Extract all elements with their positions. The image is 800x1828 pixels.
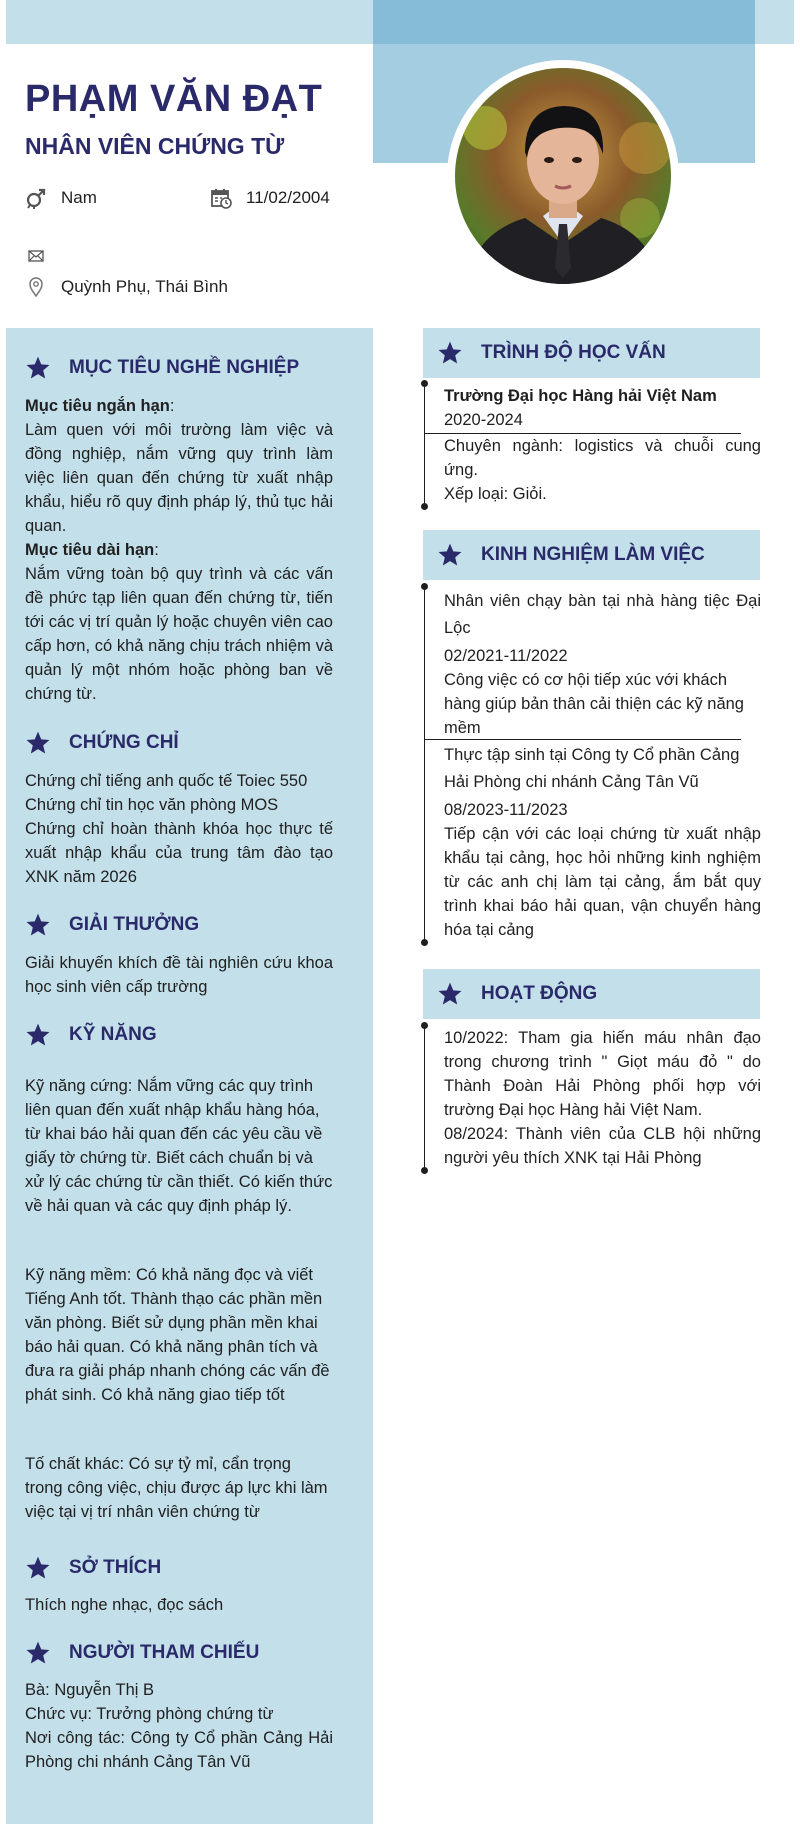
star-icon	[25, 1022, 51, 1048]
gender-icon	[25, 187, 47, 209]
experience-desc: Công việc có cơ hội tiếp xúc với khách hàng giúp bản thân cải thiện các kỹ năng mềm	[444, 671, 744, 737]
objective-body: Mục tiêu ngắn hạn: Làm quen với môi trường làm việc và đồng nghiệp, nắm vững quy trình làm việc liên quan đến chứng từ xuất nhập khẩu, hiểu rõ quy định pháp lý, thủ tục hải quan. Mục tiêu dài hạn: Nắm vững toàn bộ quy trình và các vấn đề phức tạp liên quan đến chứng từ, tiến tới các vị trí quản lý hoặc chuyên viên cao cấp hơn, có khả năng chịu trách nhiệm và quản lý một nhóm hoặc phòng ban về chứng từ.	[25, 394, 333, 706]
certificate-item: Chứng chỉ tin học văn phòng MOS	[25, 796, 279, 814]
references-title: NGƯỜI THAM CHIẾU	[69, 1642, 260, 1663]
activities-header	[423, 969, 760, 1019]
job-title: NHÂN VIÊN CHỨNG TỪ	[25, 133, 285, 159]
long-term-text: Nắm vững toàn bộ quy trình và các vấn đề phức tạp liên quan đến chứng từ, tiến tới các vị trí quản lý hoặc chuyên viên cao cấp hơn, có khả năng chịu trách nhiệm và quản lý một nhóm hoặc phòng ban về chứng từ.	[25, 565, 333, 703]
experience-item	[444, 588, 761, 740]
star-icon	[437, 542, 463, 568]
skills-title: KỸ NĂNG	[69, 1024, 157, 1045]
gender-value: Nam	[61, 188, 97, 207]
experience-item	[444, 742, 761, 942]
calendar-icon	[210, 187, 232, 209]
timeline-line	[424, 586, 425, 943]
experience-header	[423, 530, 760, 580]
experience-period: 08/2023-11/2023	[444, 801, 568, 819]
certificates-title: CHỨNG CHỈ	[69, 732, 179, 753]
objective-header	[25, 355, 299, 381]
certificate-item: Chứng chỉ hoàn thành khóa học thực tế xuất nhập khẩu của trung tâm đào tạo XNK năm 2026	[25, 820, 333, 886]
birthday-row	[210, 187, 330, 209]
address-value: Quỳnh Phụ, Thái Bình	[61, 277, 228, 296]
experience-desc: Tiếp cận với các loại chứng từ xuất nhập khẩu tại cảng, học hỏi những kinh nghiệm từ các anh chị làm tại cảng, ắm bắt quy trình khai báo hải quan, vận chuyển hàng hóa tại cảng	[444, 825, 761, 939]
hard-skills: Kỹ năng cứng: Nắm vững các quy trình liên quan đến xuất nhập khẩu hàng hóa, từ khai báo hải quan đến các yêu cầu về giấy tờ chứng từ. Biết cách chuẩn bị và xử lý các chứng từ cần thiết. Có kiến thức về hải quan và các quy định pháp lý.	[25, 1077, 333, 1215]
references-header	[25, 1640, 259, 1666]
star-icon	[25, 355, 51, 381]
timeline-dot	[421, 380, 428, 387]
star-icon	[25, 912, 51, 938]
star-icon	[25, 1640, 51, 1666]
long-term-label: Mục tiêu dài hạn	[25, 541, 155, 559]
photo-backdrop-top	[373, 0, 755, 44]
certificate-item: Chứng chỉ tiếng anh quốc tế Toiec 550	[25, 772, 308, 790]
objective-title: MỤC TIÊU NGHỀ NGHIỆP	[69, 357, 300, 378]
reference-line: Chức vụ: Trưởng phòng chứng từ	[25, 1705, 274, 1723]
skills-header	[25, 1022, 157, 1048]
activity-item: 10/2022: Tham gia hiến máu nhân đạo trong chương trình " Giọt máu đỏ " do Thành Đoàn Hải Phòng phối hợp với trường Đại học Hàng hải Việt Nam.	[444, 1029, 761, 1119]
activity-item: 08/2024: Thành viên của CLB hội những người yêu thích XNK tại Hải Phòng	[444, 1125, 761, 1167]
awards-header	[25, 912, 199, 938]
certificates-list	[25, 769, 333, 889]
map-pin-icon	[25, 276, 47, 298]
timeline-dot	[421, 939, 428, 946]
experience-role: Nhân viên chạy bàn tại nhà hàng tiệc Đại Lộc	[444, 592, 761, 637]
activities-title: HOẠT ĐỘNG	[481, 983, 598, 1004]
address-row	[25, 276, 228, 298]
awards-title: GIẢI THƯỞNG	[69, 914, 200, 935]
education-rank: Xếp loại: Giỏi.	[444, 485, 547, 503]
awards-text: Giải khuyến khích đề tài nghiên cứu khoa học sinh viên cấp trường	[25, 954, 333, 996]
short-term-text: Làm quen với môi trường làm việc và đồng nghiệp, nắm vững quy trình làm việc liên quan đến chứng từ xuất nhập khẩu, hiểu rõ quy định pháp lý, thủ tục hải quan.	[25, 421, 333, 535]
education-body	[444, 384, 761, 506]
experience-role: Thực tập sinh tại Công ty Cổ phần Cảng Hải Phòng chi nhánh Cảng Tân Vũ	[444, 746, 740, 791]
education-header	[423, 328, 760, 378]
activities-list	[444, 1026, 761, 1170]
experience-period: 02/2021-11/2022	[444, 647, 568, 665]
timeline-line	[424, 383, 425, 507]
references-list	[25, 1678, 333, 1774]
star-icon	[25, 730, 51, 756]
timeline-dot	[421, 1022, 428, 1029]
other-qualities: Tố chất khác: Có sự tỷ mỉ, cẩn trọng trong công việc, chịu được áp lực khi làm việc tại vị trí nhân viên chứng từ	[25, 1455, 328, 1521]
hobbies-text: Thích nghe nhạc, đọc sách	[25, 1596, 224, 1614]
school-name: Trường Đại học Hàng hải Việt Nam	[444, 387, 717, 405]
envelope-icon	[25, 245, 47, 267]
star-icon	[25, 1555, 51, 1581]
gender-row	[25, 187, 97, 209]
hobbies-title: SỞ THÍCH	[69, 1557, 162, 1578]
birthday-value: 11/02/2004	[246, 188, 330, 207]
reference-line: Nơi công tác: Công ty Cổ phần Cảng Hải Phòng chi nhánh Cảng Tân Vũ	[25, 1729, 333, 1771]
candidate-name: PHẠM VĂN ĐẠT	[25, 78, 323, 120]
star-icon	[437, 981, 463, 1007]
hobbies-header	[25, 1555, 161, 1581]
certificates-header	[25, 730, 179, 756]
education-title: TRÌNH ĐỘ HỌC VẤN	[481, 342, 666, 363]
soft-skills: Kỹ năng mềm: Có khả năng đọc và viết Tiếng Anh tốt. Thành thạo các phần mền văn phòng. Biết sử dụng phần mền khai báo hải quan. Có khả năng phân tích và đưa ra giải pháp nhanh chóng các vấn đề phát sinh. Có khả năng giao tiếp tốt	[25, 1266, 330, 1404]
reference-line: Bà: Nguyễn Thị B	[25, 1681, 155, 1699]
timeline-line	[424, 1025, 425, 1171]
star-icon	[437, 340, 463, 366]
timeline-dot	[421, 1167, 428, 1174]
education-major: Chuyên ngành: logistics và chuỗi cung ứng.	[444, 437, 761, 479]
timeline-dot	[421, 503, 428, 510]
education-period: 2020-2024	[444, 411, 523, 429]
email-row	[25, 245, 61, 267]
timeline-dot	[421, 583, 428, 590]
experience-title: KINH NGHIỆM LÀM VIỆC	[481, 544, 705, 565]
short-term-label: Mục tiêu ngắn hạn	[25, 397, 170, 415]
avatar	[455, 68, 671, 284]
